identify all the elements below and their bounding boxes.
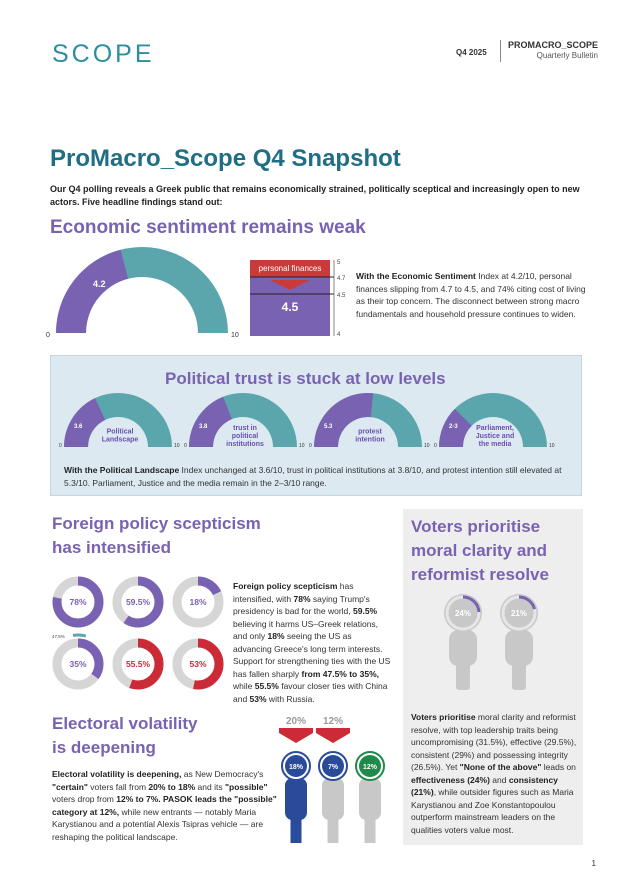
intro-text: Our Q4 polling reveals a Greek public that remains economically strained, politically sceptical and increasingly open to new actors. Five headline findings stand out: [50, 184, 580, 207]
trust-gauge-value: 3.8 [199, 424, 208, 430]
trust-gauge-political-landscape [59, 393, 180, 449]
trust-gauge-label: political [231, 433, 259, 440]
foreign-heading: Foreign policy scepticism has intensified [52, 514, 261, 557]
electoral-figure-label: 12% [362, 764, 378, 771]
economic-gauge-min: 0 [46, 332, 50, 339]
trust-heading: Political trust is stuck at low levels [165, 369, 446, 388]
electoral-previous-label: 20% [285, 716, 307, 727]
donut-label: 55.5% [125, 659, 151, 669]
economic-gauge-fill [56, 250, 128, 333]
trust-gauge-fill [189, 397, 232, 447]
trust-gauge-min: 0 [184, 443, 187, 449]
foreign-donuts [48, 572, 228, 702]
trust-gauges [56, 392, 576, 458]
trust-gauge-min: 0 [434, 443, 437, 449]
trust-gauge-value: 3.6 [74, 424, 83, 430]
donut-label: 35% [69, 659, 87, 669]
page-title: ProMacro_Scope Q4 Snapshot [50, 145, 401, 172]
bulletin-subtitle: Quarterly Bulletin [536, 51, 598, 60]
finance-scale-5: 5 [337, 260, 341, 266]
voter-figure-label: 21% [510, 609, 528, 618]
electoral-heading: Electoral volatility is deepening [52, 714, 198, 757]
electoral-figure-legs [328, 813, 339, 843]
donut-label: 53% [189, 659, 207, 669]
trust-gauge-institutions [184, 393, 305, 449]
voter-figure-legs [456, 660, 470, 690]
trust-gauge-value: 5.3 [324, 424, 333, 430]
economic-gauge-max: 10 [231, 332, 239, 339]
foreign-text: Foreign policy scepticism has intensified, with 78% saying Trump's presidency is bad for the world, 59.5% believing it harms US–Greek relations, and only 18% seeing the US as advancing Greece's long term interests. Support for strengthening ties with the US has fallen sharply from 47.5% to 35%, while 55.5% favour closer ties with China and 53% with Russia. [233, 581, 391, 704]
header-divider [500, 40, 501, 62]
trust-gauge-max: 10 [424, 443, 430, 449]
trust-gauge-protest [309, 393, 430, 449]
electoral-figure-legs [291, 813, 302, 843]
finance-scale-4: 4 [337, 332, 341, 338]
electoral-figures [272, 713, 397, 843]
trust-gauge-label: the media [478, 441, 512, 448]
trust-gauge-label: trust in [233, 425, 257, 432]
trust-gauge-label: Parliament, [476, 425, 514, 432]
economic-gauge-value: 4.2 [93, 279, 106, 289]
trust-gauge-parliament [434, 393, 555, 449]
donut-previous-label: 47.5% [52, 634, 65, 639]
trust-gauge-label: intention [355, 436, 385, 444]
brand-name: PROMACRO_SCOPE [507, 40, 598, 50]
donut-label: 78% [69, 597, 87, 607]
logo: SCOPE [52, 40, 155, 68]
finance-value: 4.5 [281, 300, 299, 314]
trust-gauge-label: Justice and [475, 433, 515, 440]
trust-gauge-label: Political [106, 428, 134, 436]
economic-gauge [36, 245, 248, 343]
finance-scale-47: 4.7 [337, 276, 346, 282]
electoral-figure-legs [365, 813, 376, 843]
electoral-previous-label: 12% [322, 716, 344, 727]
trust-gauge-label: protest [358, 428, 382, 436]
electoral-figure-label: 18% [288, 764, 304, 771]
trust-gauge-min: 0 [59, 443, 62, 449]
electoral-down-arrow [316, 728, 350, 743]
trust-gauge-max: 10 [299, 443, 305, 449]
voter-figure-label: 24% [454, 609, 472, 618]
economic-heading: Economic sentiment remains weak [50, 217, 366, 238]
donut-label: 59.5% [125, 597, 151, 607]
trust-gauge-value: 2-3 [449, 424, 458, 430]
voter-figure-legs [512, 660, 526, 690]
finance-label: personal finances [258, 264, 322, 273]
trust-gauge-label: institutions [226, 441, 264, 448]
donut-label: 18% [189, 597, 207, 607]
trust-gauge-label: Landscape [101, 436, 139, 444]
voters-figures [430, 585, 570, 700]
finance-scale-45: 4.5 [337, 293, 346, 299]
page-number: 1 [591, 859, 596, 868]
electoral-down-arrow [279, 728, 313, 743]
quarter-label: Q4 2025 [456, 48, 487, 57]
electoral-figure-label: 7% [327, 764, 339, 771]
electoral-text: Electoral volatility is deepening, as New Democracy's "certain" voters fall from 20% to 18% and its "possible" voters drop from 12% to 7%. PASOK leads the "possible" category at 12%, while new entrants — notably Maria Karystianou and a potential Alexis Tsipras vehicle — are reshaping the political landscape. [52, 769, 277, 842]
economic-text: With the Economic Sentiment Index at 4.2/10, personal finances slipping from 4.7 to 4.5, and 74% citing cost of living as their top concern. The disconnect between strong macro fundamentals and household pressure continues to widen. [356, 271, 586, 319]
personal-finances-chart [246, 256, 346, 340]
trust-gauge-max: 10 [549, 443, 555, 449]
voters-heading: Voters prioritise moral clarity and reformist resolve [411, 517, 549, 584]
trust-gauge-min: 0 [309, 443, 312, 449]
voters-text: Voters prioritise moral clarity and reformist resolve, with top leadership traits being uncompromising (31.5%), effective (29.5%), consistent (29%) and possessing integrity (26.5%). Yet "None of the above" leads on effectiveness (24%) and consistency (21%), while outsider figures such as Maria Karystianou and Zoe Konstantopoulou outperform mainstream leaders on the qualities voters value most. [411, 712, 577, 835]
trust-text: With the Political Landscape Index unchanged at 3.6/10, trust in political institutions at 3.8/10, and protest intention still elevated at 5.3/10. Parliament, Justice and the media remain in the 2–3/10 range. [64, 465, 562, 488]
trust-gauge-max: 10 [174, 443, 180, 449]
